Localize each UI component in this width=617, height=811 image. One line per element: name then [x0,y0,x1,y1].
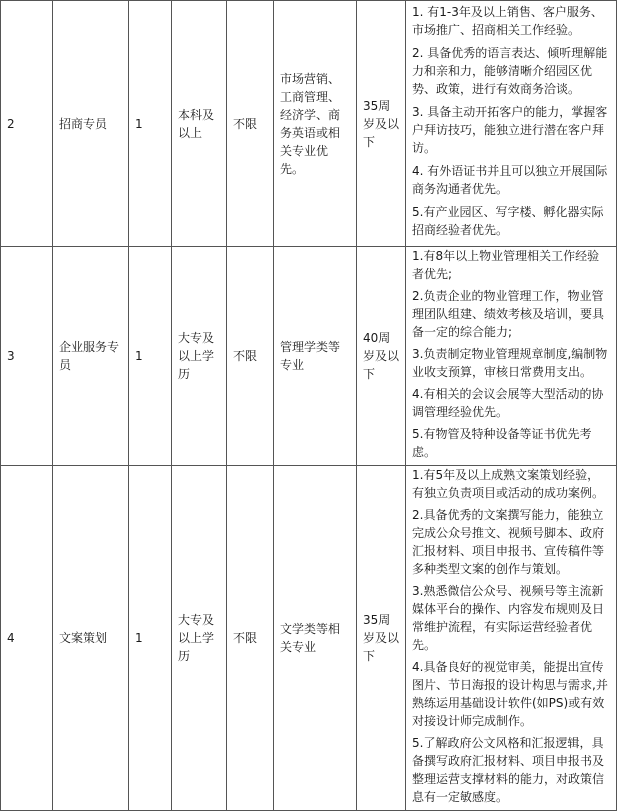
requirement-item: 2.具备优秀的文案撰写能力，能独立完成公众号推文、视频号脚本、政府汇报材料、项目申报书、宣传稿件等多种类型文案的创作与策划。 [412,508,605,576]
requirement-item: 3.熟悉微信公众号、视频号等主流新媒体平台的操作、内容发布规则及日常维护流程，有实际运营经验者优先。 [412,584,605,652]
requirement-item: 5.有物管及特种设备等证书优先考虑。 [412,427,592,459]
major-requirement: 管理学类等专业 [274,247,357,466]
requirement-item: 5.有产业园区、写字楼、孵化器实际招商经验者优先。 [412,205,604,237]
job-requirements [406,466,617,811]
education-requirement: 大专及以上学历 [172,247,227,466]
table-row [1,247,617,466]
requirement-item: 5.了解政府公文风格和汇报逻辑，具备撰写政府汇报材料、项目申报书及整理运营支撑材料的能力，对政策信息有一定敏感度。 [412,736,605,804]
position-name: 文案策划 [53,466,129,811]
position-name: 招商专员 [53,1,129,247]
row-number: 4 [1,466,53,811]
job-requirements [406,1,617,247]
headcount: 1 [129,1,172,247]
job-requirements [406,247,617,466]
requirement-item: 1.有5年及以上成熟文案策划经验，有独立负责项目或活动的成功案例。 [412,468,605,500]
age-requirement: 40周岁及以下 [357,247,406,466]
row-number: 3 [1,247,53,466]
requirement-item: 4. 有外语证书并且可以独立开展国际商务沟通者优先。 [412,164,608,196]
education-requirement: 大专及以上学历 [172,466,227,811]
age-requirement: 35周岁及以下 [357,1,406,247]
position-name: 企业服务专员 [53,247,129,466]
headcount: 1 [129,466,172,811]
headcount: 1 [129,247,172,466]
education-requirement: 本科及以上 [172,1,227,247]
requirement-item: 1. 有1-3年及以上销售、客户服务、市场推广、招商相关工作经验。 [412,5,603,37]
requirement-item: 3.负责制定物业管理规章制度,编制物业收支预算，审核日常费用支出。 [412,347,608,379]
gender-requirement: 不限 [227,1,274,247]
requirement-item: 4.具备良好的视觉审美，能提出宣传图片、节日海报的设计构思与需求,并熟练运用基础设计软件(如PS)或有效对接设计师完成制作。 [412,660,608,728]
age-requirement: 35周岁及以下 [357,466,406,811]
gender-requirement: 不限 [227,466,274,811]
table-row [1,466,617,811]
gender-requirement: 不限 [227,247,274,466]
requirement-item: 4.有相关的会议会展等大型活动的协调管理经验优先。 [412,387,604,419]
major-requirement: 文学类等相关专业 [274,466,357,811]
row-number: 2 [1,1,53,247]
requirement-item: 2.负责企业的物业管理工作，物业管理团队组建、绩效考核及培训，要具备一定的综合能力; [412,289,605,339]
major-requirement: 市场营销、工商管理、经济学、商务英语或相关专业优先。 [274,1,357,247]
requirement-item: 1.有8年以上物业管理相关工作经验者优先; [412,249,600,281]
requirement-item: 2. 具备优秀的语言表达、倾听理解能力和亲和力，能够清晰介绍园区优势、政策，进行有效商务洽谈。 [412,46,608,96]
requirement-item: 3. 具备主动开拓客户的能力，掌握客户拜访技巧，能独立进行潜在客户拜访。 [412,105,608,155]
table-row [1,1,617,247]
